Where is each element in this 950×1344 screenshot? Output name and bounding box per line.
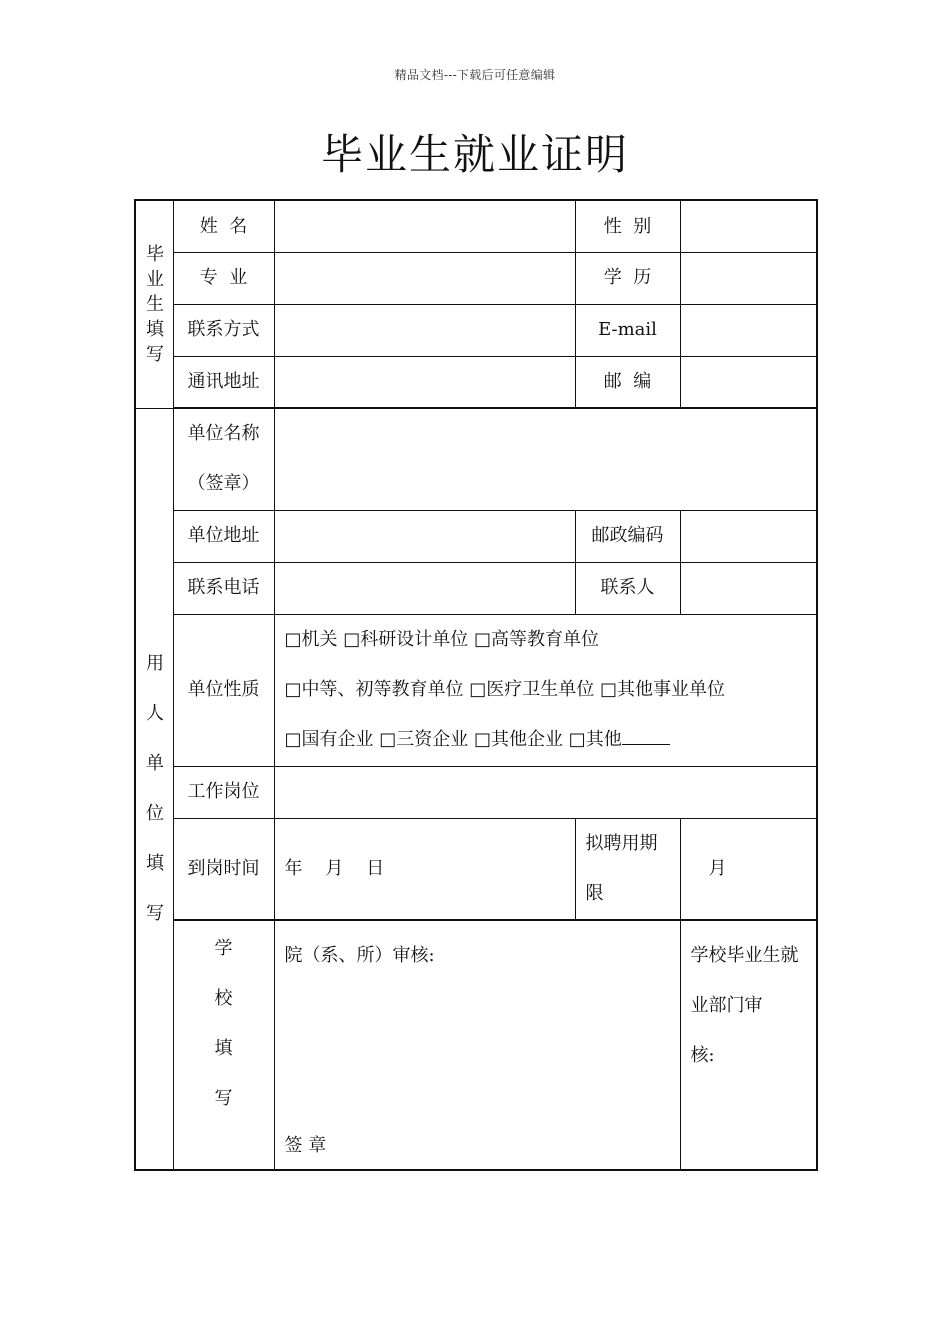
phone-field[interactable] xyxy=(274,562,575,614)
page-title: 毕业生就业证明 xyxy=(320,130,629,179)
address-field[interactable] xyxy=(274,356,575,408)
contract-term-label: 拟聘用期 限 xyxy=(575,818,680,920)
department-review-cell[interactable] xyxy=(274,920,680,1170)
section-graduate-label: 毕 业 生 填 写 xyxy=(135,200,173,408)
term-month-unit: 月 xyxy=(708,858,727,880)
section-school-label: 学 校 填 写 xyxy=(173,920,274,1170)
email-label: E-mail xyxy=(575,304,680,356)
position-label: 工作岗位 xyxy=(173,766,274,818)
unit-name-field[interactable] xyxy=(274,408,817,510)
seal-label: 签 章 xyxy=(284,1134,327,1156)
contract-term-field[interactable] xyxy=(680,818,817,920)
gender-label: 性 别 xyxy=(575,200,680,252)
contact-person-label: 联系人 xyxy=(575,562,680,614)
employment-office-review-cell[interactable] xyxy=(680,920,817,1170)
address-label: 通讯地址 xyxy=(173,356,274,408)
gender-field[interactable] xyxy=(680,200,817,252)
arrival-date-field[interactable]: 年 月 日 xyxy=(274,818,575,920)
unit-name-label: 单位名称 （签章） xyxy=(173,408,274,510)
postal-code-field[interactable] xyxy=(680,510,817,562)
employment-office-review-label-2: 核: xyxy=(690,1045,715,1066)
arrival-date-label: 到岗时间 xyxy=(173,818,274,920)
contact-field[interactable] xyxy=(274,304,575,356)
education-label: 学 历 xyxy=(575,252,680,304)
postcode-field[interactable] xyxy=(680,356,817,408)
email-field[interactable] xyxy=(680,304,817,356)
employment-certificate-form xyxy=(134,199,818,1171)
major-label: 专 业 xyxy=(173,252,274,304)
unit-nature-options[interactable] xyxy=(274,614,817,766)
position-field[interactable] xyxy=(274,766,817,818)
major-field[interactable] xyxy=(274,252,575,304)
unit-nature-label: 单位性质 xyxy=(173,614,274,766)
postal-code-label: 邮政编码 xyxy=(575,510,680,562)
name-field[interactable] xyxy=(274,200,575,252)
unit-address-field[interactable] xyxy=(274,510,575,562)
name-label: 姓 名 xyxy=(173,200,274,252)
postcode-label: 邮 编 xyxy=(575,356,680,408)
employment-office-review-label-1: 学校毕业生就业部门审 xyxy=(690,945,799,1016)
unit-address-label: 单位地址 xyxy=(173,510,274,562)
nature-options-row-2[interactable]: □中等、初等教育单位 □医疗卫生单位 □其他事业单位 xyxy=(284,679,725,700)
contact-person-field[interactable] xyxy=(680,562,817,614)
department-review-label: 院（系、所）审核: xyxy=(284,945,435,966)
nature-options-row-1[interactable]: □机关 □科研设计单位 □高等教育单位 xyxy=(284,629,599,650)
phone-label: 联系电话 xyxy=(173,562,274,614)
other-blank-line[interactable] xyxy=(622,726,670,745)
header-note: 精品文档---下载后可任意编辑 xyxy=(394,68,556,82)
nature-options-row-3[interactable]: □国有企业 □三资企业 □其他企业 □其他 xyxy=(285,715,807,765)
contact-label: 联系方式 xyxy=(173,304,274,356)
education-field[interactable] xyxy=(680,252,817,304)
section-employer-label: 用 人 单 位 填 写 xyxy=(135,408,173,1170)
